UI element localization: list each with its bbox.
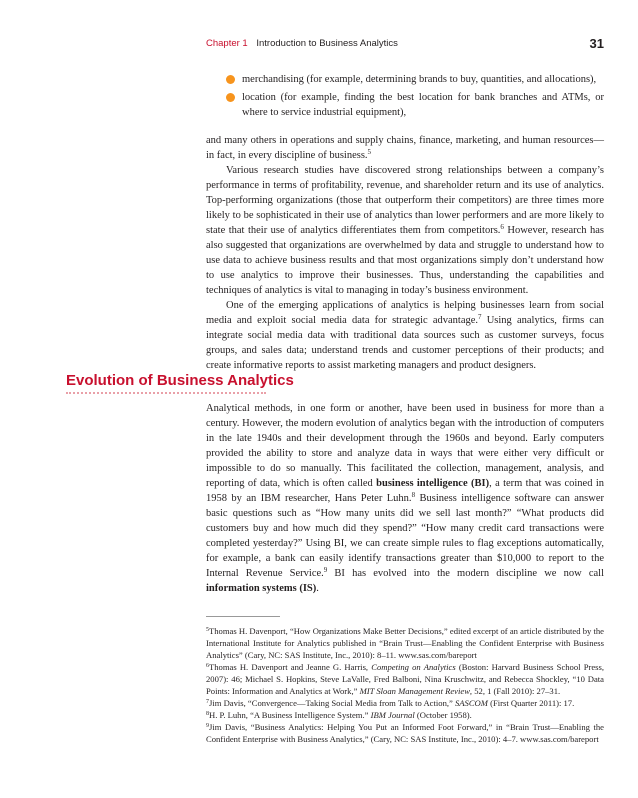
footnote-ref[interactable]: 8 bbox=[411, 491, 416, 499]
footnote-text: (First Quarter 2011): 17. bbox=[487, 698, 575, 708]
list-item bbox=[226, 72, 604, 87]
paragraph-text: , a term that was coined in 1958 by an IBM researcher, Hans Peter Luhn. bbox=[206, 478, 604, 504]
footnote-title: Competing on Analytics bbox=[371, 662, 456, 672]
footnote-title: MIT Sloan Management Review bbox=[359, 686, 470, 696]
footnote-text: Thomas H. Davenport, “How Organizations Make Better Decisions,” edited excerpt of an article distributed by the International Institute for Analytics published in “Brain Trust—Enabling the Confident Enterprise with Business Analytics” (Cary, NC: SAS Institute, Inc., 2010): 8–11. www.sas.com/bareport bbox=[206, 626, 604, 660]
footnote-text: Jim Davis, “Business Analytics: Helping You Put an Informed Foot Forward,” in “Brain Trust—Enabling the Confident Enterprise with Business Analytics,” (Cary, NC: SAS Institute, Inc., 2010): 4–7. www.sas.com/bareport bbox=[206, 722, 604, 744]
footnote bbox=[206, 709, 604, 721]
list-item bbox=[226, 90, 604, 120]
bullet-dot-icon bbox=[226, 93, 235, 102]
paragraph-text: and many others in operations and supply chains, finance, marketing, and human resources—in fact, in every discipline of business. bbox=[206, 135, 604, 161]
bullet-dot-icon bbox=[226, 75, 235, 84]
footnotes bbox=[206, 625, 604, 745]
key-term: business intelligence (BI) bbox=[376, 478, 490, 489]
paragraph bbox=[206, 401, 604, 596]
footnote-title: SASCOM bbox=[454, 698, 488, 708]
bullet-list bbox=[226, 72, 604, 123]
paragraph-text: Using analytics, firms can integrate social media data with traditional data sources such as customer surveys, focus groups, and sales data; understand trends and customer perceptions of their products; and create informative reports to assist marketing managers and product designers. bbox=[206, 315, 605, 371]
footnote-divider bbox=[206, 616, 280, 617]
chapter-title: Introduction to Business Analytics bbox=[256, 38, 398, 49]
footnote-number: 9 bbox=[206, 723, 209, 729]
footnote-text: H. P. Luhn, “A Business Intelligence System.” bbox=[209, 710, 371, 720]
footnote bbox=[206, 661, 604, 697]
paragraph-text: . bbox=[316, 583, 319, 594]
footnote bbox=[206, 697, 604, 709]
page-number: 31 bbox=[589, 36, 604, 51]
paragraph-text: Various research studies have discovered strong relationships between a company’s performance in terms of profitability, revenue, and shareholder return and its use of analytics. Top-performing organizations (those that outperform their competitors) are three times more likely to be sophisticated in their use of analytics than lower performers and are more likely to state that their use of analytics differentiates them from competitors. bbox=[206, 165, 604, 236]
footnote-text: (Boston: Harvard Business School Press, 2007): 46; Michael S. Hopkins, Steve LaValle, Fred Balboni, Nina Kruschwitz, and Rebecca Shockley, “10 Data Points: Information and Analytics at Work,” bbox=[206, 662, 604, 696]
paragraph-text: Analytical methods, in one form or another, have been used in business for more than a century. However, the modern evolution of analytics began with the introduction of computers in the late 1940s and their development through the 1960s and beyond. Early computers provided the ability to store and analyze data in ways that were either very difficult or impossible to do so manually. This facilitated the collection, management, analysis, and reporting of data, which is often called bbox=[206, 403, 604, 489]
paragraph-text: BI has evolved into the modern discipline we now call bbox=[327, 568, 604, 579]
chapter-label: Chapter 1 bbox=[206, 38, 248, 49]
footnote-ref[interactable]: 6 bbox=[500, 223, 504, 231]
bullet-text: merchandising (for example, determining brands to buy, quantities, and allocations), bbox=[242, 74, 597, 85]
bullet-text: location (for example, finding the best location for bank branches and ATMs, or where to service industrial equipment), bbox=[242, 92, 604, 118]
footnote-text: , 52, 1 (Fall 2010): 27–31. bbox=[469, 686, 561, 696]
running-head bbox=[206, 38, 604, 54]
footnote-number: 6 bbox=[206, 663, 209, 669]
footnote-text: Thomas H. Davenport and Jeanne G. Harris, bbox=[209, 662, 372, 672]
key-term: information systems (IS) bbox=[206, 583, 317, 594]
paragraph bbox=[206, 133, 604, 163]
footnote-text: Jim Davis, “Convergence—Taking Social Media from Talk to Action,” bbox=[209, 698, 455, 708]
section-heading: Evolution of Business Analytics bbox=[66, 372, 294, 389]
footnote-ref[interactable]: 7 bbox=[478, 313, 482, 321]
paragraph-text: One of the emerging applications of analytics is helping businesses learn from social media and exploit social media data for strategic advantage. bbox=[206, 300, 604, 326]
section-divider bbox=[66, 392, 266, 394]
body-paragraphs bbox=[206, 133, 604, 373]
footnote-ref[interactable]: 5 bbox=[367, 148, 372, 156]
section-body bbox=[206, 401, 604, 596]
paragraph-text: Business intelligence software can answer basic questions such as “How many units did we sell last month?” “What products did customers buy and how much did they spend?” “How many credit card transactions were completed yesterday?” Using BI, we can create simple rules to flag exceptions automatically, for example, a bank can easily identify transactions greater than $10,000 to report to the Internal Revenue Service. bbox=[206, 493, 604, 579]
footnote-title: IBM Journal bbox=[370, 710, 415, 720]
footnote-number: 8 bbox=[206, 711, 209, 717]
footnote bbox=[206, 721, 604, 745]
paragraph bbox=[206, 298, 604, 373]
footnote-ref[interactable]: 9 bbox=[323, 566, 328, 574]
paragraph-text: However, research has also suggested that organizations are overwhelmed by data and struggle to understand how to use data to achieve business results and that most organizations simply don’t understand how to use analytics to improve their businesses. Thus, understanding the capabilities and techniques of analytics is vital to managing in today’s business environment. bbox=[206, 225, 604, 296]
footnote bbox=[206, 625, 604, 661]
paragraph bbox=[206, 163, 604, 298]
footnote-number: 7 bbox=[206, 699, 209, 705]
footnote-number: 5 bbox=[206, 627, 209, 633]
footnote-text: (October 1958). bbox=[414, 710, 472, 720]
